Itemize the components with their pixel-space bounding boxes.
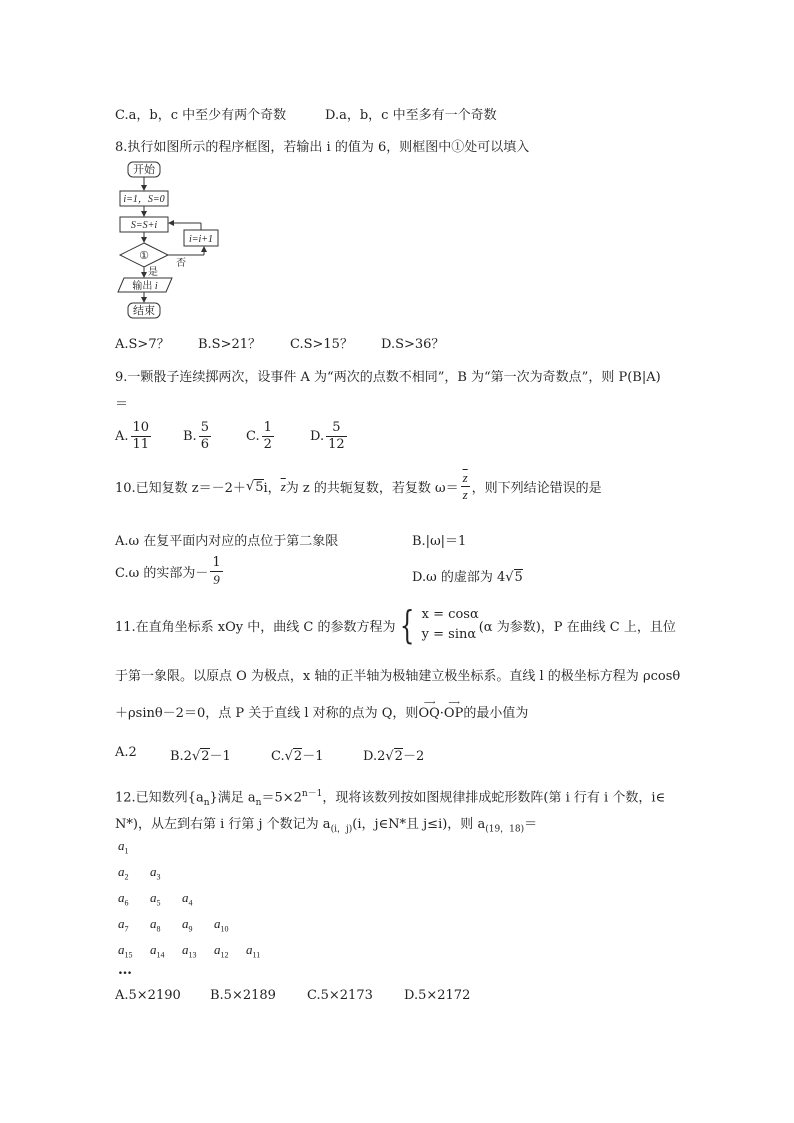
q10-option-a: A.ω 在复平面内对应的点位于第二象限 [115, 534, 339, 549]
snake-array-term: $a_6$ [118, 890, 129, 908]
q12-ellipsis: … [118, 962, 132, 978]
q12-line1: 12.已知数列$\{a_n\}$满足 $a_n=5\times 2^{n-1}$，现将该数列按如图规律排成蛇形数阵(第 i 行有 i 个数，i∈ [115, 789, 666, 808]
q7-option-d: D.a，b，c 中至多有一个奇数 [325, 108, 497, 123]
q8-option-d: D.S>36？ [381, 337, 445, 352]
q9-stem: 9.一颗骰子连续掷两次，设事件 A 为“两次的点数不相同”，B 为“第一次为奇数点”，则 P(B|A) [115, 370, 661, 385]
q9-option-d: D. $\frac{5}{12}$ [310, 420, 345, 452]
q10-option-b: B.|ω|＝1 [412, 534, 467, 549]
snake-array-term: $a_9$ [182, 916, 193, 934]
snake-array-term: $a_{12}$ [214, 942, 229, 960]
snake-array-term: $a_5$ [150, 890, 161, 908]
flow-no-label: 否 [176, 258, 186, 269]
q12-option-d: D.5×2172 [404, 988, 471, 1003]
q8-option-c: C.S>15？ [290, 337, 353, 352]
q8-stem: 8.执行如图所示的程序框图，若输出 i 的值为 6，则框图中①处可以填入 [115, 140, 530, 155]
q9-equals: ＝ [115, 397, 129, 412]
snake-array-term: $a_8$ [150, 916, 161, 934]
q11-line2: 于第一象限。以原点 O 为极点，x 轴的正半轴为极轴建立极坐标系。直线 l 的极坐标方程为 ρcosθ [115, 669, 681, 684]
q11-option-a: A.2 [115, 745, 137, 760]
q11-eq-x: x = cosα [421, 607, 479, 622]
q11-option-b: B.2√2－1 [170, 749, 231, 764]
q9-option-b: B. $\frac{5}{6}$ [183, 420, 209, 452]
q11-eq-y: y = sinα [421, 627, 477, 642]
q7-option-c: C.a，b，c 中至少有两个奇数 [115, 108, 287, 123]
snake-array-term: $a_1$ [118, 838, 129, 856]
q9-option-c: C. $\frac{1}{2}$ [246, 420, 272, 452]
q8-option-a: A.S>7？ [115, 337, 170, 352]
q10-stem: 10.已知复数 z＝－2＋ √ 5 i， $\overline{z}$ 为 z 的共轭复数，若复数 ω＝ $\frac{\overline{z}}{z}$ ，则下列结论错误的是 [115, 470, 602, 502]
flow-body-text: S=S+i [130, 220, 158, 231]
snake-array-term: $a_{13}$ [182, 942, 197, 960]
q10-option-d: D.ω 的虚部为 4√5 [412, 570, 523, 585]
q11-option-d: D.2√2－2 [363, 749, 425, 764]
snake-array-term: $a_2$ [118, 864, 129, 882]
q11-stem: 11.在直角坐标系 xOy 中，曲线 C 的参数方程为 { x = cosα y = sinα (α 为参数)，P 在曲线 C 上，且位 [115, 603, 676, 647]
flow-init-text: i=1，S=0 [123, 194, 165, 205]
q11-vector-oq: OQ [418, 706, 440, 721]
flow-start-text: 开始 [133, 164, 155, 176]
svg-text:输出 i [132, 279, 158, 292]
snake-array-term: $a_7$ [118, 916, 129, 934]
snake-array-term: $a_3$ [150, 864, 161, 882]
snake-array-term: $a_{10}$ [214, 916, 229, 934]
snake-array-term: $a_{11}$ [246, 942, 261, 960]
flow-inc-text: i=i+1 [188, 234, 214, 245]
snake-array-term: $a_{14}$ [150, 942, 165, 960]
flow-end-text: 结束 [133, 305, 155, 317]
q8-flowchart [112, 160, 237, 325]
q12-option-c: C.5×2173 [307, 988, 373, 1003]
snake-array-term: $a_{15}$ [118, 942, 133, 960]
flow-cond-text: ① [139, 250, 149, 262]
q8-option-b: B.S>21？ [198, 337, 262, 352]
flow-output-prefix: 输出 [132, 281, 153, 292]
q10-option-c: C.ω 的实部为－ $\frac{1}{9}$ [115, 555, 221, 587]
q9-option-a: A. $\frac{10}{11}$ [115, 420, 150, 452]
flow-output-var: i [154, 281, 158, 292]
flow-yes-label: 是 [148, 267, 158, 278]
q12-option-b: B.5×2189 [210, 988, 276, 1003]
q12-line2: N*)，从左到右第 i 行第 j 个数记为 $a_{(i,j)}(i$，j∈N*且 j≤i)，则 $a_{(19,18)}=$ [115, 817, 538, 835]
q11-option-c: C.√2－1 [271, 749, 324, 764]
q12-option-a: A.5×2190 [115, 988, 181, 1003]
snake-array-term: $a_4$ [182, 890, 193, 908]
q11-line3: ＋ρsinθ－2＝0，点 P 关于直线 l 对称的点为 Q，则 ⟶ OQ · ⟶ OP 的最小值为 [115, 698, 529, 721]
q11-vector-op: OP [443, 706, 464, 721]
